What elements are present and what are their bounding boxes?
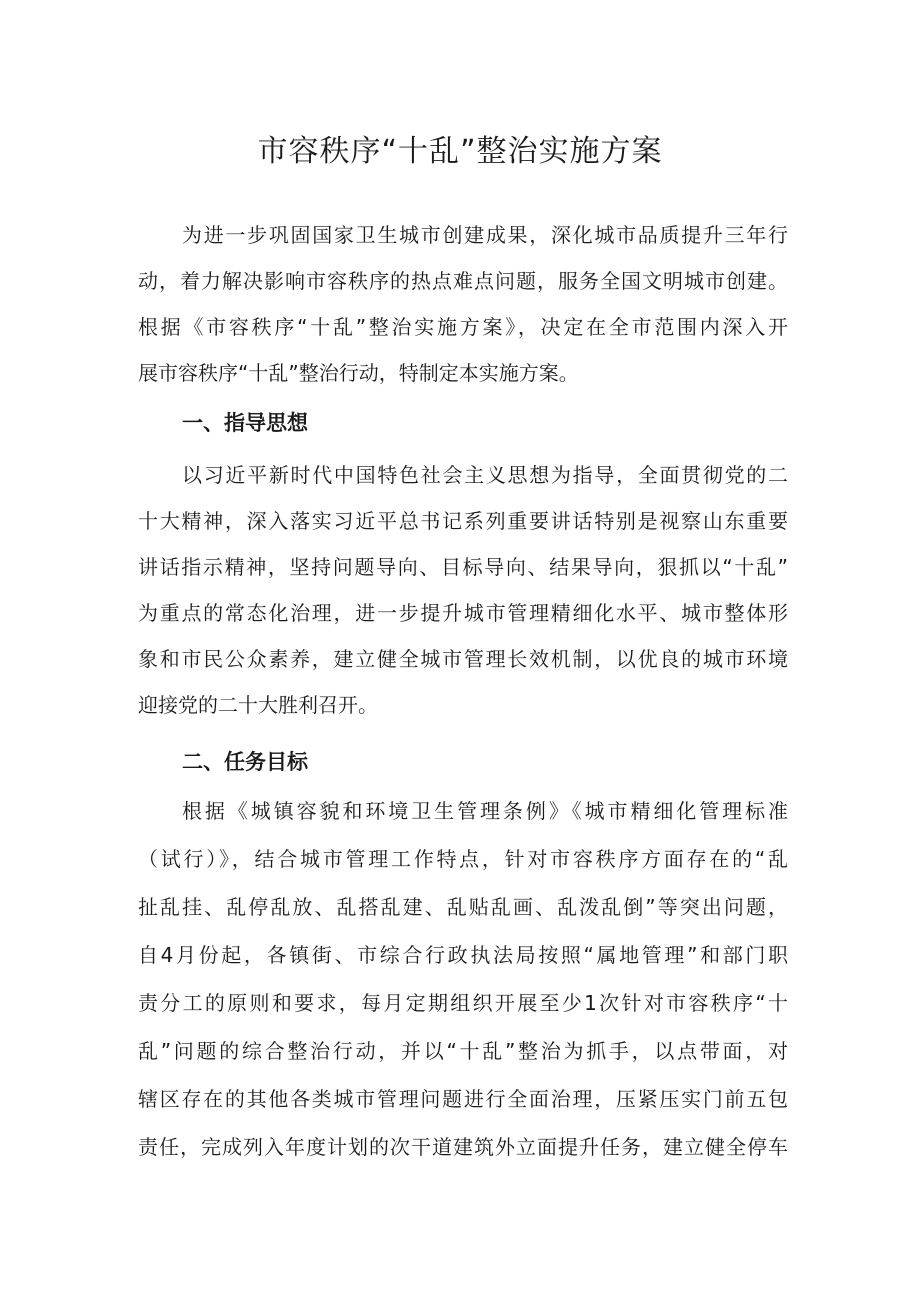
section-2-line: 责分工的原则和要求，每月定期组织开展至少1次针对市容秩序“十 bbox=[138, 991, 788, 1015]
section-1-line: 以习近平新时代中国特色社会主义思想为指导，全面贯彻党的二 bbox=[182, 463, 788, 487]
section-2-line: 辖区存在的其他各类城市管理问题进行全面治理，压紧压实门前五包 bbox=[138, 1087, 788, 1111]
section-2-line: 乱”问题的综合整治行动，并以“十乱”整治为抓手，以点带面，对 bbox=[138, 1039, 788, 1063]
section-1-line: 讲话指示精神，坚持问题导向、目标导向、结果导向，狠抓以“十乱” bbox=[138, 555, 788, 579]
intro-line: 展市容秩序“十乱”整治行动，特制定本实施方案。 bbox=[138, 361, 579, 385]
section-heading-guiding-ideology: 一、指导思想 bbox=[182, 411, 308, 435]
section-1-line: 迎接党的二十大胜利召开。 bbox=[138, 693, 378, 717]
section-2-line: 根据《城镇容貌和环境卫生管理条例》《城市精细化管理标准 bbox=[182, 799, 788, 823]
section-2-line: 自4月份起，各镇街、市综合行政执法局按照“属地管理”和部门职 bbox=[138, 943, 788, 967]
intro-line: 为进一步巩固国家卫生城市创建成果，深化城市品质提升三年行 bbox=[182, 223, 788, 247]
intro-line: 根据《市容秩序“十乱”整治实施方案》，决定在全市范围内深入开 bbox=[138, 315, 788, 339]
section-2-line: 责任，完成列入年度计划的次干道建筑外立面提升任务，建立健全停车 bbox=[138, 1135, 788, 1159]
section-1-line: 象和市民公众素养，建立健全城市管理长效机制，以优良的城市环境 bbox=[138, 647, 788, 671]
intro-line: 动，着力解决影响市容秩序的热点难点问题，服务全国文明城市创建。 bbox=[138, 269, 788, 293]
section-1-line: 十大精神，深入落实习近平总书记系列重要讲话特别是视察山东重要 bbox=[138, 509, 788, 533]
section-1-line: 为重点的常态化治理，进一步提升城市管理精细化水平、城市整体形 bbox=[138, 601, 788, 625]
section-2-line: （试行）》，结合城市管理工作特点，针对市容秩序方面存在的“乱 bbox=[138, 847, 788, 871]
document-title: 市容秩序“十乱”整治实施方案 bbox=[257, 134, 663, 169]
section-heading-task-objectives: 二、任务目标 bbox=[182, 750, 308, 774]
section-2-line: 扯乱挂、乱停乱放、乱搭乱建、乱贴乱画、乱泼乱倒”等突出问题， bbox=[138, 895, 788, 919]
